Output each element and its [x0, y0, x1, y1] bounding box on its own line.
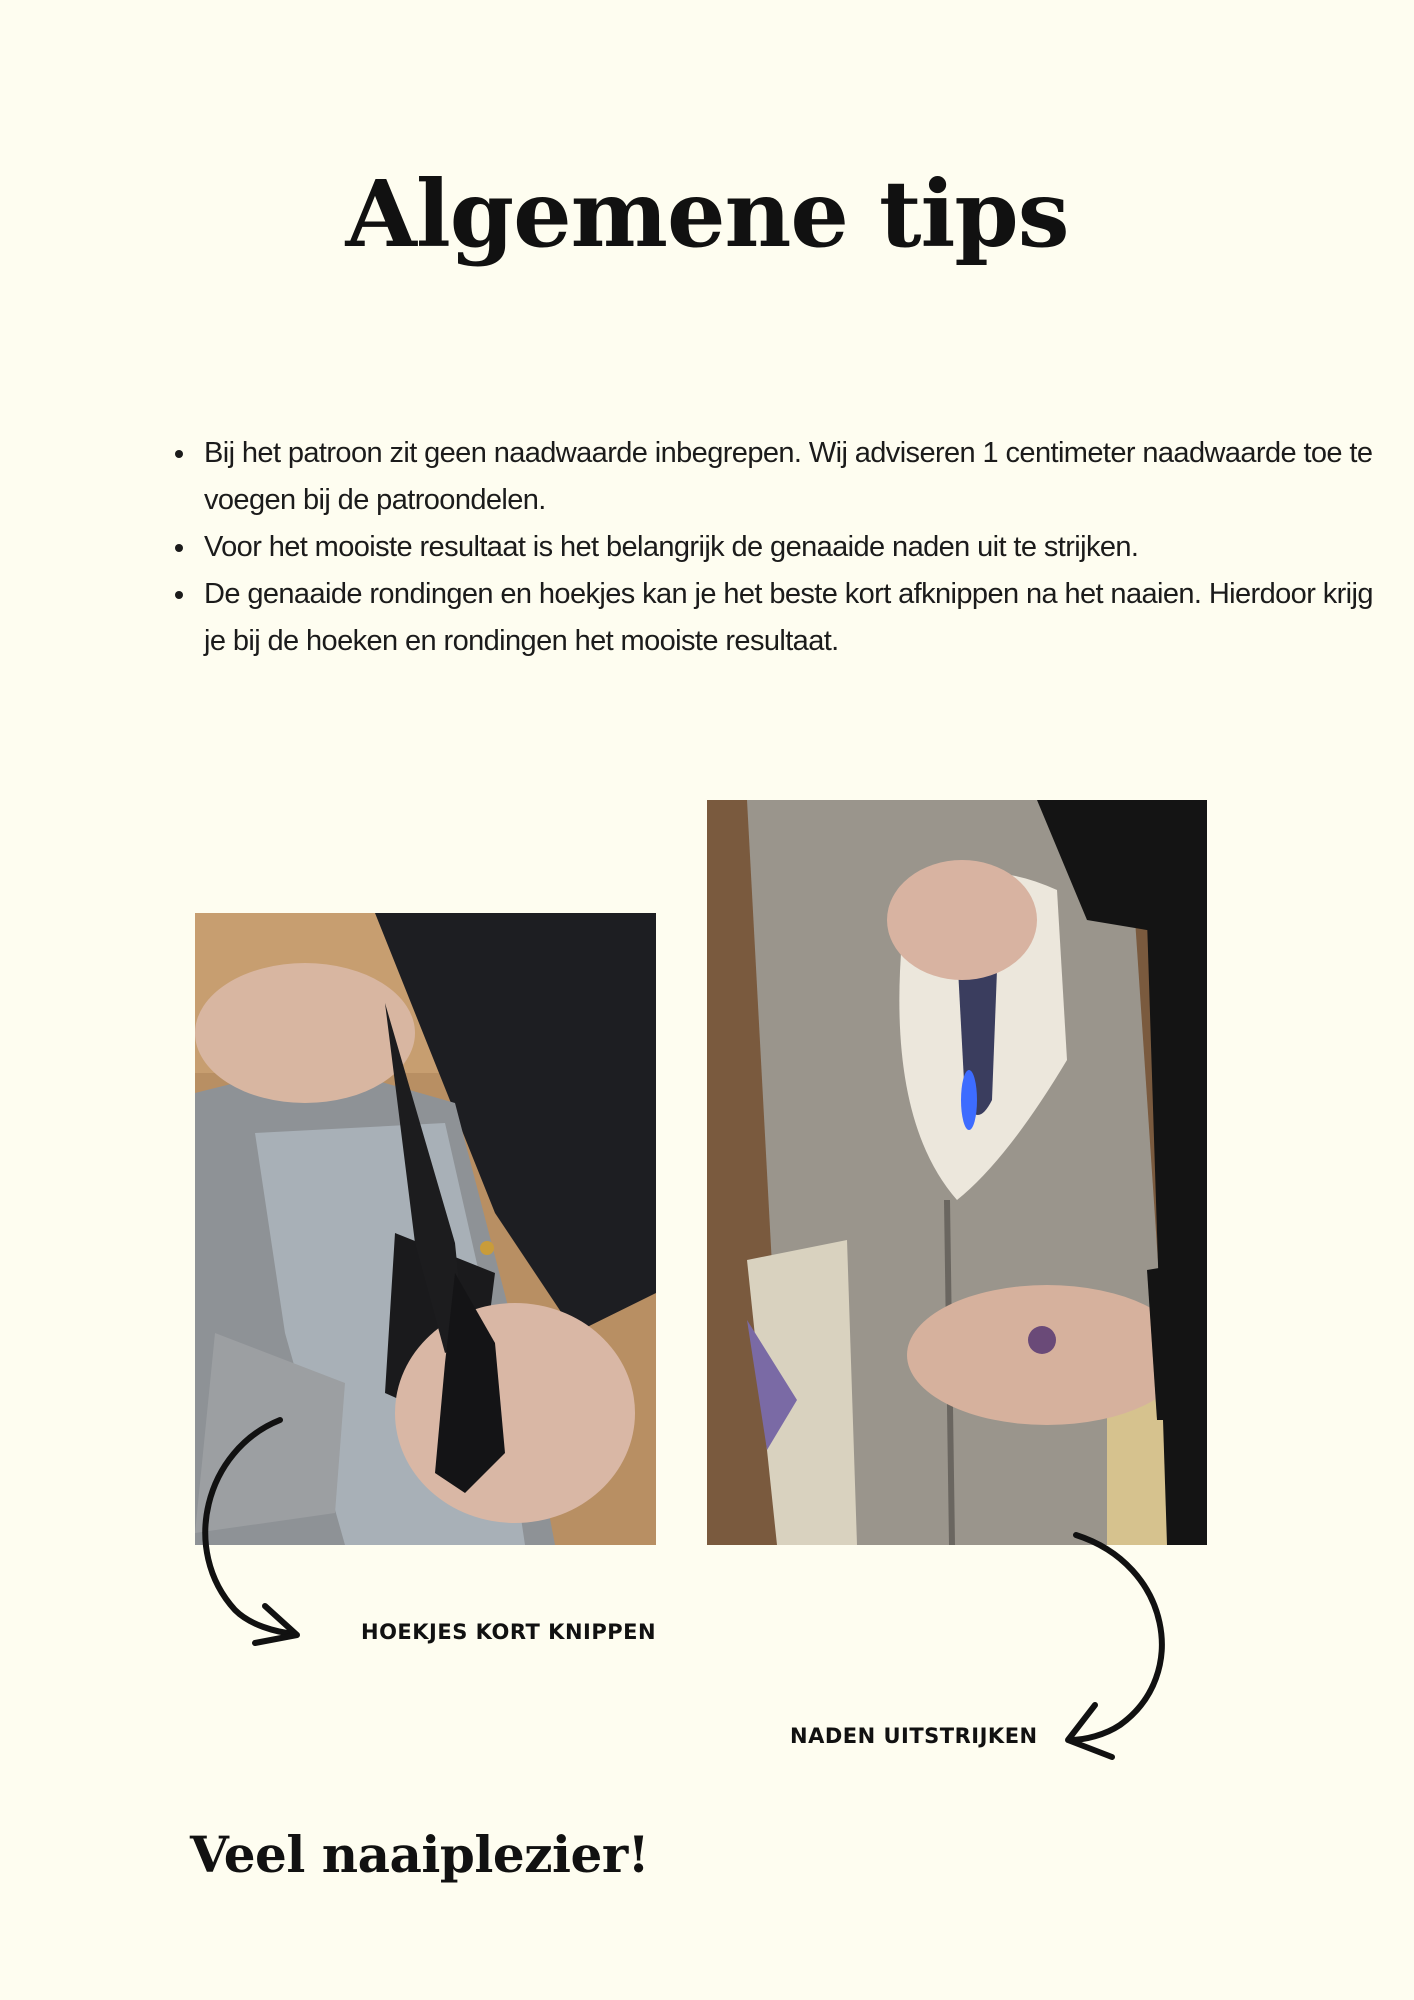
tip-item: • Bij het patroon zit geen naadwaarde inbegrepen. Wij adviseren 1 centimeter naadwaarde toe te voegen bij de patroondelen. [198, 430, 1378, 524]
closing-text: Veel naaiplezier! [190, 1825, 650, 1884]
ironing-photo-illustration [707, 800, 1207, 1545]
photo-ironing-seams [707, 800, 1207, 1545]
caption-cut-corners: HOEKJES KORT KNIPPEN [361, 1620, 657, 1644]
tip-item: • Voor het mooiste resultaat is het belangrijk de genaaide naden uit te strijken. [198, 524, 1378, 571]
tips-list [160, 430, 1378, 665]
curved-arrow-icon [1040, 1525, 1190, 1765]
caption-iron-seams: NADEN UITSTRIJKEN [790, 1724, 1038, 1748]
page-title: Algemene tips [345, 160, 1069, 268]
curved-arrow-icon [185, 1410, 315, 1650]
tip-item: • De genaaide rondingen en hoekjes kan je het beste kort afknippen na het naaien. Hierdoor krijg je bij de hoeken en rondingen het mooiste resultaat. [198, 571, 1378, 665]
